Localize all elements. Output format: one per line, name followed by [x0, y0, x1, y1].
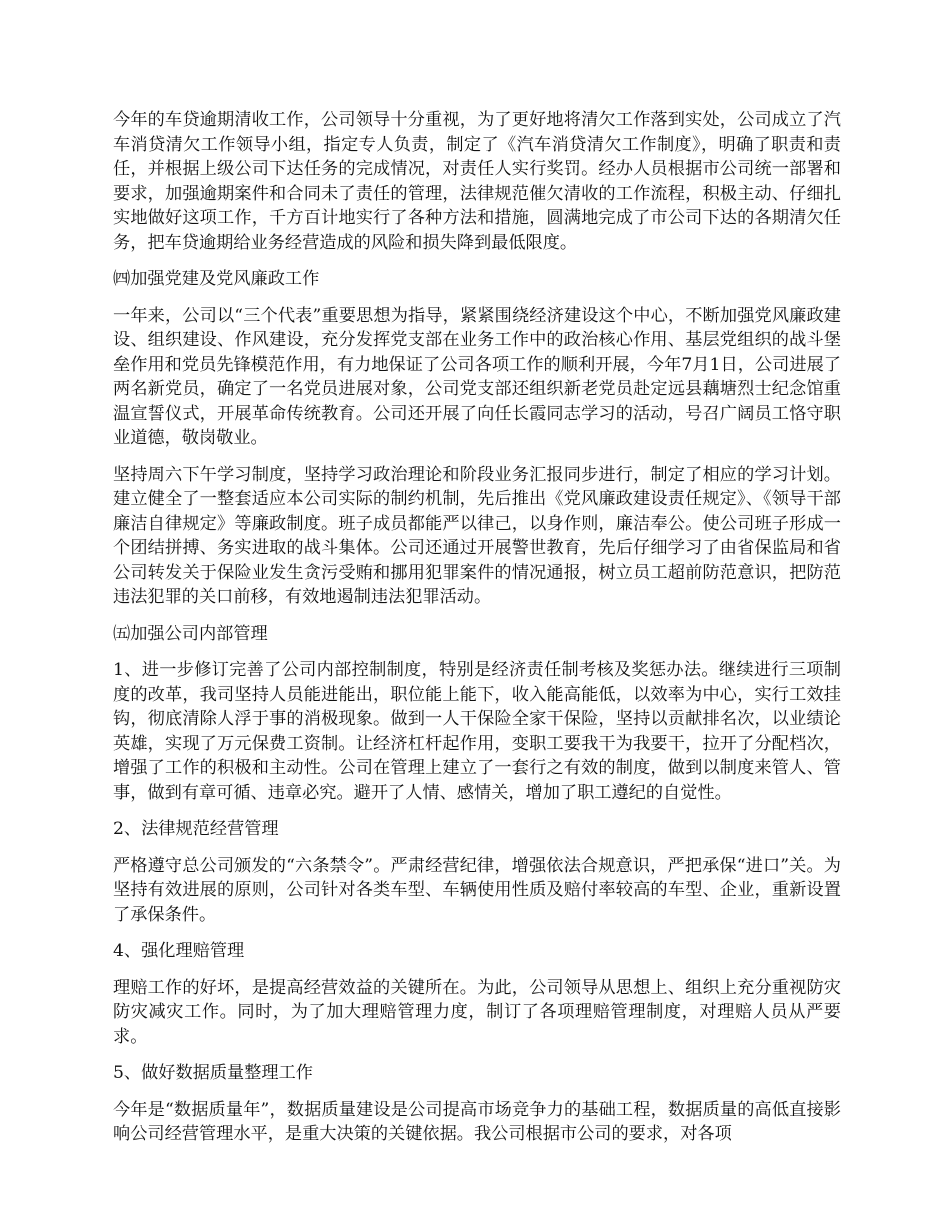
heading-internal-management: ㈤加强公司内部管理 — [113, 623, 268, 644]
paragraph-claims-management: 理赔工作的好坏，是提高经营效益的关键所在。为此，公司领导从思想上、组织上充分重视防灾防灾减灾工作。同时，为了加大理赔管理力度，制订了各项理赔管理制度，对理赔人员从严要求。 — [113, 977, 841, 1047]
heading-party-building: ㈣加强党建及党风廉政工作 — [113, 269, 320, 289]
paragraph-internal-control: 1、进一步修订完善了公司内部控制制度，特别是经济责任制考核及奖惩办法。继续进行三项制度的改革，我司坚持人员能进能出，职位能上能下，收入能高能低，以效率为中心，实行工效挂钩，彻底清除人浮于事的消极现象。做到一人干保险全家干保险，坚持以贡献排名次，以业绩论英雄，实现了万元保费工资制。让经济杠杆起作用，变职工要我干为我要干，拉开了分配档次，增强了工作的积极和主动性。公司在管理上建立了一套行之有效的制度，做到以制度来管人、管事，做到有章可循、违章必究。避开了人情、感情关，增加了职工遵纪的自觉性。 — [113, 660, 841, 803]
document-page — [113, 108, 841, 1159]
paragraph-legal-operations: 严格遵守总公司颁发的“六条禁令”。严肃经营纪律，增强依法合规意识，严把承保“进口”关。为坚持有效进展的原则，公司针对各类车型、车辆使用性质及赔付率较高的车型、企业，重新设置了承保条件。 — [113, 855, 841, 925]
heading-data-quality: 5、做好数据质量整理工作 — [113, 1063, 313, 1083]
paragraph-data-quality: 今年是“数据质量年”，数据质量建设是公司提高市场竞争力的基础工程，数据质量的高低直接影响公司经营管理水平，是重大决策的关键依据。我公司根据市公司的要求，对各项 — [113, 1099, 841, 1144]
heading-legal-operations: 2、法律规范经营管理 — [113, 819, 279, 839]
heading-claims-management: 4、强化理赔管理 — [113, 941, 245, 961]
paragraph-study-system: 坚持周六下午学习制度，坚持学习政治理论和阶段业务汇报同步进行，制定了相应的学习计划。建立健全了一整套适应本公司实际的制约机制，先后推出《党风廉政建设责任规定》、《领导干部廉洁自律规定》等廉政制度。班子成员都能严以律己，以身作则，廉洁奉公。使公司班子形成一个团结拼搏、务实进取的战斗集体。公司还通过开展警世教育，先后仔细学习了由省保监局和省公司转发关于保险业发生贪污受贿和挪用犯罪案件的情况通报，树立员工超前防范意识，把防范违法犯罪的关口前移，有效地遏制违法犯罪活动。 — [113, 464, 841, 607]
paragraph-loan-collection: 今年的车贷逾期清收工作，公司领导十分重视，为了更好地将清欠工作落到实处，公司成立了汽车消贷清欠工作领导小组，指定专人负责，制定了《汽车消贷清欠工作制度》，明确了职责和责任，并根据上级公司下达任务的完成情况，对责任人实行奖罚。经办人员根据市公司统一部署和要求，加强逾期案件和合同未了责任的管理，法律规范催欠清收的工作流程，积极主动、仔细扎实地做好这项工作，千方百计地实行了各种方法和措施，圆满地完成了市公司下达的各期清欠任务，把车贷逾期给业务经营造成的风险和损失降到最低限度。 — [113, 110, 841, 253]
paragraph-party-building: 一年来，公司以“三个代表”重要思想为指导，紧紧围绕经济建设这个中心，不断加强党风廉政建设、组织建设、作风建设，充分发挥党支部在业务工作中的政治核心作用、基层党组织的战斗堡垒作用和党员先锋模范作用，有力地保证了公司各项工作的顺利开展，今年7月1日，公司进展了两名新党员，确定了一名党员进展对象，公司党支部还组织新老党员赴定远县藕塘烈士纪念馆重温宣誓仪式，开展革命传统教育。公司还开展了向任长霞同志学习的活动，号召广阔员工恪守职业道德，敬岗敬业。 — [113, 305, 841, 448]
